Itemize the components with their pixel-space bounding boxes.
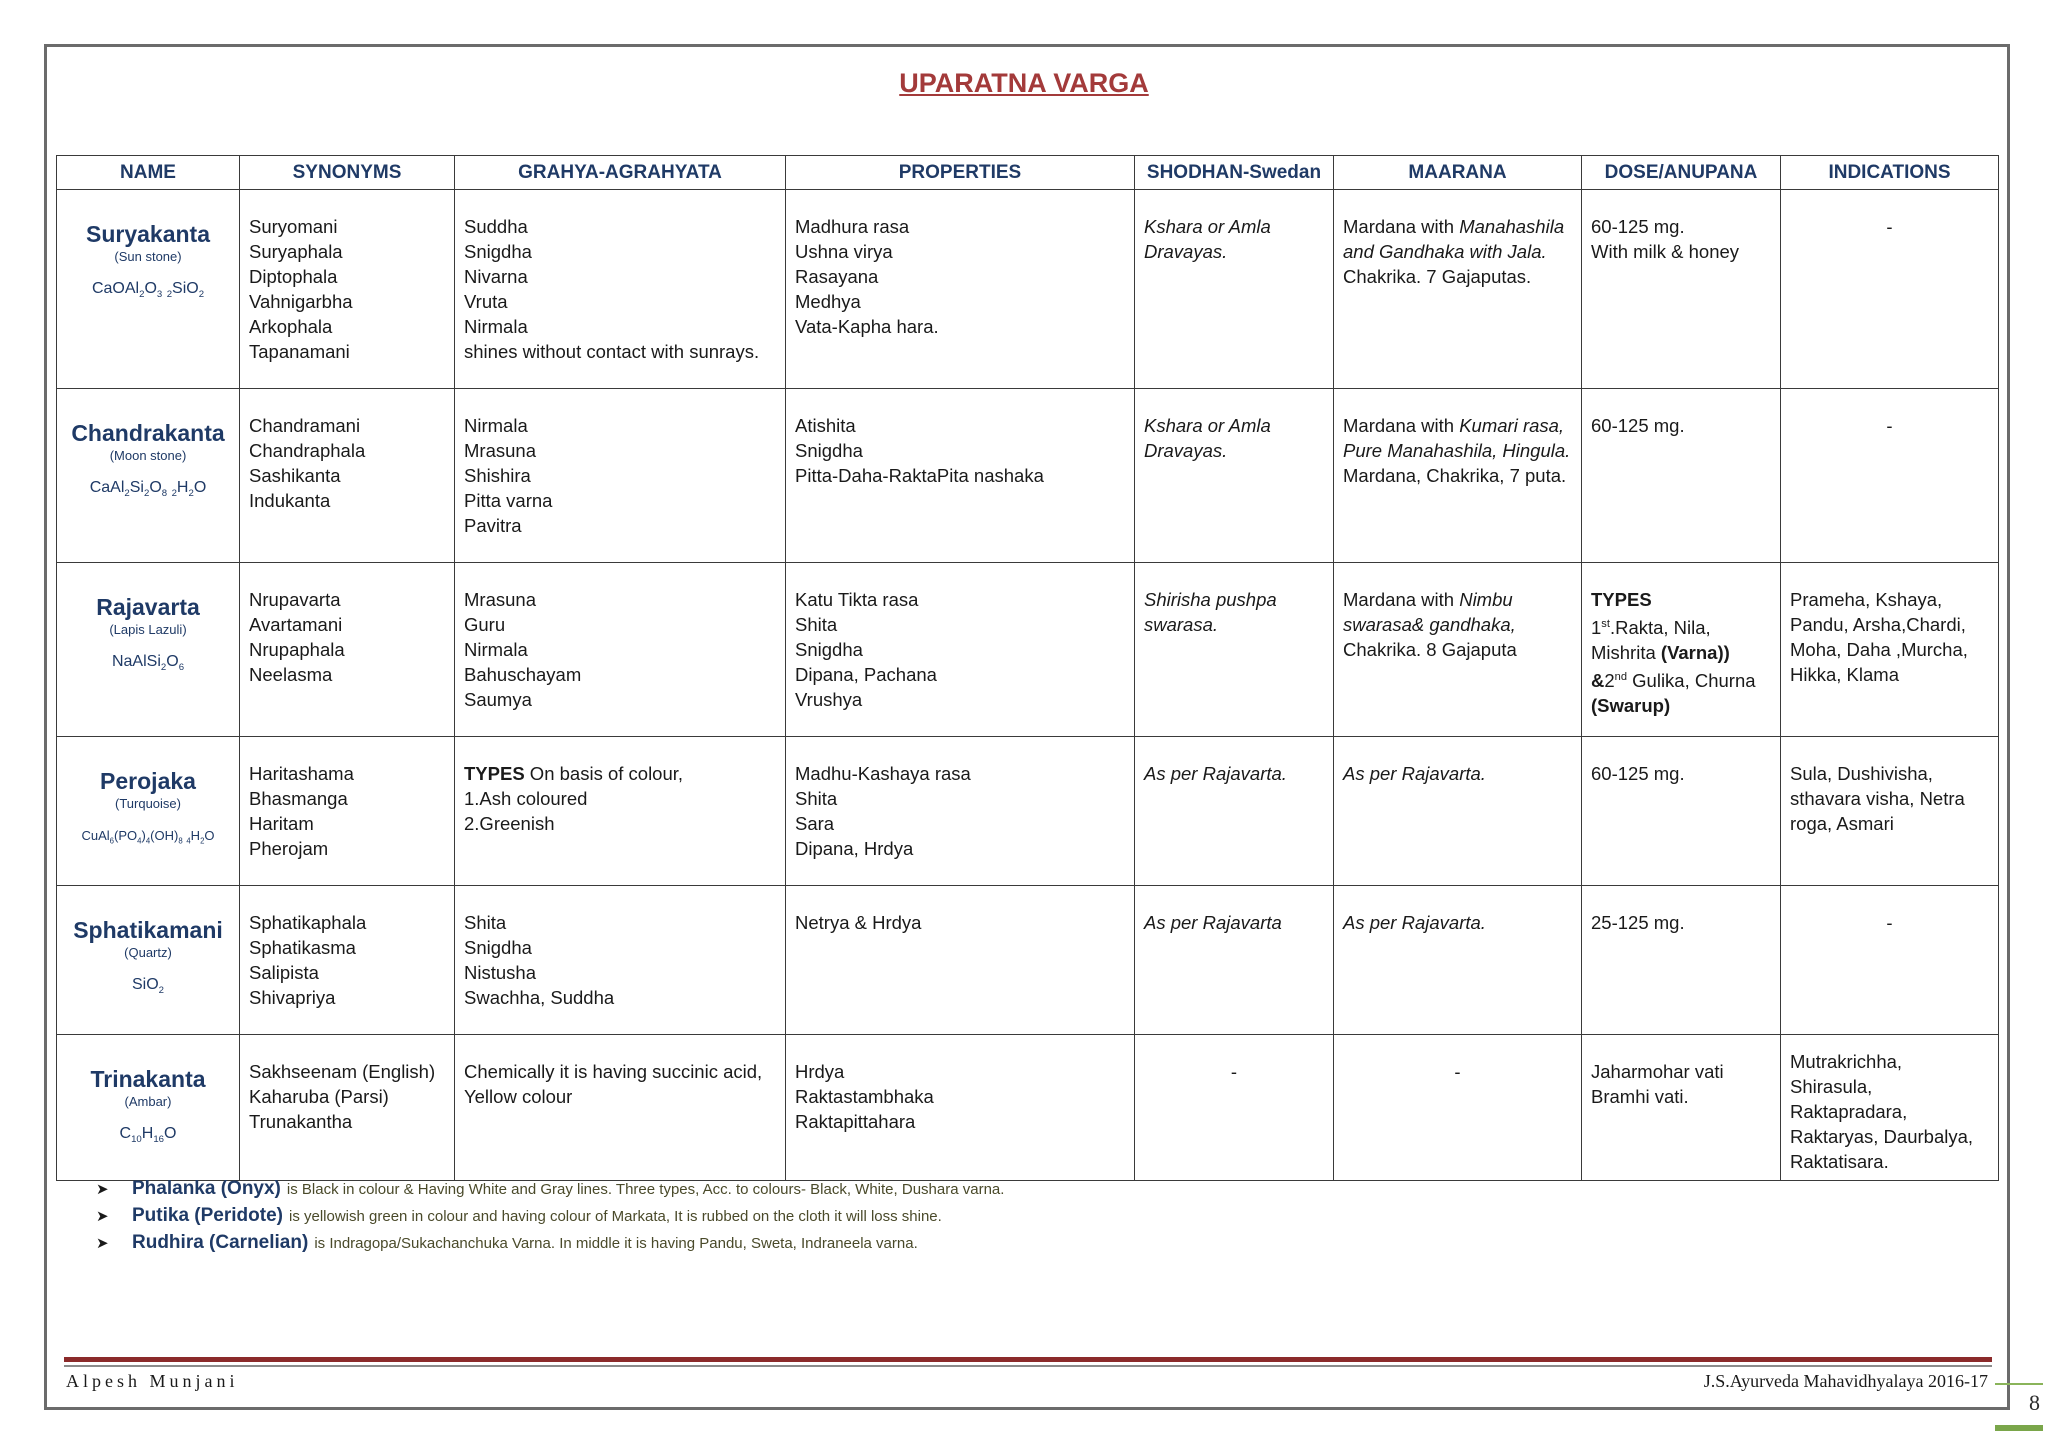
property: Hrdya	[795, 1061, 845, 1082]
indication: Shirasula,	[1790, 1076, 1873, 1097]
gem-name: Suryakanta	[85, 221, 210, 247]
note-item	[96, 1232, 1896, 1259]
property: Snigdha	[795, 639, 863, 660]
grahya-cell	[455, 563, 786, 737]
properties-cell	[786, 737, 1135, 886]
property: Dipana, Pachana	[795, 664, 937, 685]
shodhan-cell	[1135, 737, 1334, 886]
dose-cell	[1582, 389, 1781, 563]
dose-text: Mishrita (Varna))	[1591, 642, 1730, 664]
synonym: Sashikanta	[249, 465, 341, 486]
dose-text: 60-125 mg.	[1591, 763, 1685, 784]
indications-cell	[1781, 1035, 1999, 1181]
synonym: Bhasmanga	[249, 788, 348, 809]
synonym: Arkophala	[249, 316, 333, 337]
maarana-text: Chakrika. 8 Gajaputa	[1343, 639, 1517, 660]
properties-cell	[786, 190, 1135, 389]
page-number-rule	[1995, 1383, 2043, 1385]
shodhan-text: Kshara or Amla	[1144, 415, 1271, 436]
grahya-item: Saumya	[464, 689, 532, 710]
maarana-text: swarasa& gandhaka,	[1343, 614, 1516, 635]
dose-cell	[1582, 190, 1781, 389]
synonym: Chandramani	[249, 415, 361, 436]
grahya-item: Pavitra	[464, 515, 522, 536]
footer-rule-thin	[64, 1365, 1992, 1367]
dose-text: 25-125 mg.	[1591, 912, 1685, 933]
dose-cell	[1582, 1035, 1781, 1181]
dose-text: Jaharmohar vati	[1591, 1061, 1724, 1082]
properties-cell	[786, 886, 1135, 1035]
property: Shita	[795, 788, 838, 809]
notes-list	[96, 1178, 1896, 1259]
grahya-item: 1.Ash coloured	[464, 788, 588, 809]
name-cell	[57, 737, 240, 886]
dose-cell	[1582, 563, 1781, 737]
note-item	[96, 1178, 1896, 1205]
grahya-item: Snigdha	[464, 937, 532, 958]
indication: Raktatisara.	[1790, 1151, 1889, 1172]
gem-english: (Sun stone)	[114, 249, 182, 264]
header-dose: DOSE/ANUPANA	[1582, 156, 1781, 190]
gem-formula: $CaOAl_2O_3$ $_2$SiO$_2$	[91, 280, 205, 301]
property: Katu Tikta rasa	[795, 589, 919, 610]
indication: roga, Asmari	[1790, 813, 1894, 834]
grahya-item: Bahuschayam	[464, 664, 582, 685]
grahya-cell	[455, 190, 786, 389]
synonym: Shivapriya	[249, 987, 336, 1008]
maarana-text: Chakrika. 7 Gajaputas.	[1343, 266, 1532, 287]
table-row	[57, 1035, 1999, 1181]
indication: Prameha, Kshaya,	[1790, 589, 1943, 610]
dose-text: Bramhi vati.	[1591, 1086, 1689, 1107]
grahya-cell	[455, 886, 786, 1035]
grahya-item: Chemically it is having succinic acid,	[464, 1061, 763, 1082]
maarana-text: Mardana with Kumari rasa,	[1343, 415, 1565, 436]
maarana-cell	[1334, 1035, 1582, 1181]
shodhan-cell	[1135, 389, 1334, 563]
dose-text: TYPES	[1591, 589, 1652, 610]
grahya-item: Vruta	[464, 291, 508, 312]
grahya-cell	[455, 737, 786, 886]
shodhan-text: Kshara or Amla	[1144, 216, 1271, 237]
property: Raktapittahara	[795, 1111, 916, 1132]
synonym: Salipista	[249, 962, 319, 983]
synonym: Sphatikasma	[249, 937, 356, 958]
dose-text: 60-125 mg.	[1591, 415, 1685, 436]
synonym: Haritam	[249, 813, 314, 834]
dose-text: 1st.Rakta, Nila,	[1591, 617, 1711, 639]
shodhan-text: Dravayas.	[1144, 241, 1228, 262]
synonym: Tapanamani	[249, 341, 350, 362]
maarana-text: Mardana with Nimbu	[1343, 589, 1513, 610]
grahya-item: Nivarna	[464, 266, 528, 287]
gem-name: Trinakanta	[90, 1066, 206, 1092]
synonym: Suryaphala	[249, 241, 343, 262]
header-name: NAME	[57, 156, 240, 190]
property: Raktastambhaka	[795, 1086, 934, 1107]
synonym: Indukanta	[249, 490, 331, 511]
indication: -	[1886, 415, 1893, 436]
indication: Raktaryas, Daurbalya,	[1790, 1126, 1974, 1147]
table-row	[57, 389, 1999, 563]
grahya-item: Snigdha	[464, 241, 532, 262]
synonym: Sakhseenam (English)	[249, 1061, 436, 1082]
header-grahya: GRAHYA-AGRAHYATA	[455, 156, 786, 190]
shodhan-text: swarasa.	[1144, 614, 1219, 635]
header-shodhan: SHODHAN-Swedan	[1135, 156, 1334, 190]
synonym: Nrupaphala	[249, 639, 345, 660]
gem-formula: $C_{10}H_{16}O$	[119, 1125, 177, 1146]
indication: Moha, Daha ,Murcha,	[1790, 639, 1968, 660]
property: Vrushya	[795, 689, 863, 710]
property: Snigdha	[795, 440, 863, 461]
grahya-item: Shita	[464, 912, 507, 933]
dose-text: (Swarup)	[1591, 695, 1671, 717]
dose-text: 60-125 mg.	[1591, 216, 1685, 237]
maarana-text: As per Rajavarta.	[1343, 912, 1486, 933]
property: Rasayana	[795, 266, 879, 287]
property: Madhura rasa	[795, 216, 910, 237]
maarana-text: As per Rajavarta.	[1343, 763, 1486, 784]
footer-author: Alpesh Munjani	[66, 1371, 239, 1391]
gem-name: Rajavarta	[96, 594, 200, 620]
shodhan-text: Shirisha pushpa	[1144, 589, 1277, 610]
indications-cell	[1781, 886, 1999, 1035]
grahya-item: Guru	[464, 614, 506, 635]
properties-cell	[786, 1035, 1135, 1181]
property: Pitta-Daha-RaktaPita nashaka	[795, 465, 1044, 486]
grahya-item: Swachha, Suddha	[464, 987, 615, 1008]
name-cell	[57, 1035, 240, 1181]
grahya-item: Shishira	[464, 465, 531, 486]
table-row	[57, 190, 1999, 389]
property: Atishita	[795, 415, 856, 436]
name-cell	[57, 190, 240, 389]
footer-rule	[64, 1357, 1992, 1362]
note-text: is yellowish green in colour and having colour of Markata, It is rubbed on the cloth it will loss shine.	[288, 1208, 942, 1225]
grahya-item: Nistusha	[464, 962, 536, 983]
note-label: Putika (Peridote)	[132, 1205, 283, 1226]
shodhan-cell	[1135, 190, 1334, 389]
synonym: Nrupavarta	[249, 589, 341, 610]
synonym: Pherojam	[249, 838, 329, 859]
gem-name: Sphatikamani	[73, 917, 223, 943]
indications-cell	[1781, 190, 1999, 389]
header-maarana: MAARANA	[1334, 156, 1582, 190]
grahya-item: Pitta varna	[464, 490, 553, 511]
synonym: Diptophala	[249, 266, 338, 287]
synonym: Suryomani	[249, 216, 338, 237]
gem-english: (Turquoise)	[115, 796, 181, 811]
indication: Sula, Dushivisha,	[1790, 763, 1933, 784]
properties-cell	[786, 563, 1135, 737]
shodhan-text: -	[1230, 1061, 1238, 1082]
page-title: UPARATNA VARGA	[899, 68, 1149, 98]
property: Ushna virya	[795, 241, 893, 262]
gem-formula: $CuAl_6(PO_4)_4(OH)_8$ $_4H_2O$	[81, 828, 215, 846]
shodhan-text: As per Rajavarta.	[1144, 763, 1287, 784]
synonym: Kaharuba (Parsi)	[249, 1086, 389, 1107]
grahya-item: shines without contact with sunrays.	[464, 341, 760, 362]
name-cell	[57, 563, 240, 737]
maarana-cell	[1334, 886, 1582, 1035]
grahya-item: Nirmala	[464, 415, 528, 436]
property: Vata-Kapha hara.	[795, 316, 939, 337]
grahya-item: 2.Greenish	[464, 813, 555, 834]
property: Sara	[795, 813, 835, 834]
indication: sthavara visha, Netra	[1790, 788, 1965, 809]
header-row	[57, 156, 1999, 190]
grahya-cell	[455, 1035, 786, 1181]
gem-formula: $CaAl_2Si_2O_8$ $_2H_2O$	[89, 479, 207, 500]
uparatna-table	[56, 155, 1999, 1181]
dose-cell	[1582, 886, 1781, 1035]
arrow-bullet-icon: ➤	[96, 1235, 109, 1252]
synonym: Avartamani	[249, 614, 343, 635]
indication: Raktapradara,	[1790, 1101, 1908, 1122]
synonyms-cell	[240, 389, 455, 563]
synonyms-cell	[240, 563, 455, 737]
synonym: Sphatikaphala	[249, 912, 367, 933]
table-row	[57, 737, 1999, 886]
header-properties: PROPERTIES	[786, 156, 1135, 190]
name-cell	[57, 886, 240, 1035]
note-label: Rudhira (Carnelian)	[132, 1232, 309, 1253]
indication: Mutrakrichha,	[1790, 1051, 1903, 1072]
synonym: Haritashama	[249, 763, 354, 784]
gem-formula: SiO$_2$	[131, 976, 165, 997]
maarana-text: and Gandhaka with Jala.	[1343, 241, 1547, 262]
table-row	[57, 886, 1999, 1035]
page-number: 8	[2029, 1390, 2040, 1415]
gem-english: (Quartz)	[124, 945, 172, 960]
property: Madhu-Kashaya rasa	[795, 763, 971, 784]
synonyms-cell	[240, 190, 455, 389]
shodhan-cell	[1135, 1035, 1334, 1181]
gem-english: (Ambar)	[124, 1094, 172, 1109]
arrow-bullet-icon: ➤	[96, 1208, 109, 1225]
maarana-text: Mardana, Chakrika, 7 puta.	[1343, 465, 1567, 486]
synonym: Vahnigarbha	[249, 291, 353, 312]
gem-formula: $NaAlSi_2O_6$	[111, 653, 185, 674]
shodhan-text: Dravayas.	[1144, 440, 1228, 461]
header-synonyms: SYNONYMS	[240, 156, 455, 190]
synonyms-cell	[240, 737, 455, 886]
synonym: Neelasma	[249, 664, 333, 685]
grahya-item: Nirmala	[464, 316, 528, 337]
arrow-bullet-icon: ➤	[96, 1181, 109, 1198]
shodhan-cell	[1135, 563, 1334, 737]
indication: -	[1886, 912, 1893, 933]
property: Shita	[795, 614, 838, 635]
note-text: is Black in colour & Having White and Gray lines. Three types, Acc. to colours- Black, White, Dushara varna.	[286, 1181, 1005, 1198]
maarana-cell	[1334, 737, 1582, 886]
synonym: Trunakantha	[249, 1111, 353, 1132]
maarana-text: -	[1454, 1061, 1461, 1082]
footer-institution: J.S.Ayurveda Mahavidhyalaya 2016-17	[1703, 1371, 1988, 1391]
indications-cell	[1781, 563, 1999, 737]
indication: -	[1886, 216, 1893, 237]
dose-text: &2nd Gulika, Churna	[1591, 670, 1756, 692]
gem-name: Chandrakanta	[71, 420, 225, 446]
gem-english: (Lapis Lazuli)	[109, 622, 187, 637]
grahya-item: TYPES On basis of colour,	[464, 763, 684, 784]
grahya-item: Mrasuna	[464, 589, 536, 610]
property: Netrya & Hrdya	[795, 912, 922, 933]
gem-name: Perojaka	[100, 768, 196, 794]
synonyms-cell	[240, 1035, 455, 1181]
properties-cell	[786, 389, 1135, 563]
page-number-bar	[1995, 1425, 2043, 1431]
gem-english: (Moon stone)	[109, 448, 187, 463]
grahya-item: Suddha	[464, 216, 528, 237]
synonym: Chandraphala	[249, 440, 366, 461]
grahya-item: Nirmala	[464, 639, 528, 660]
grahya-item: Yellow colour	[464, 1086, 573, 1107]
property: Dipana, Hrdya	[795, 838, 914, 859]
maarana-cell	[1334, 389, 1582, 563]
shodhan-cell	[1135, 886, 1334, 1035]
maarana-text: Mardana with Manahashila	[1343, 216, 1565, 237]
note-label: Phalanka (Onyx)	[132, 1178, 281, 1199]
property: Medhya	[795, 291, 861, 312]
indications-cell	[1781, 737, 1999, 886]
indication: Hikka, Klama	[1790, 664, 1899, 685]
shodhan-text: As per Rajavarta	[1144, 912, 1282, 933]
table-row	[57, 563, 1999, 737]
dose-text: With milk & honey	[1591, 241, 1740, 262]
grahya-item: Mrasuna	[464, 440, 536, 461]
grahya-cell	[455, 389, 786, 563]
maarana-cell	[1334, 563, 1582, 737]
header-indications: INDICATIONS	[1781, 156, 1999, 190]
maarana-cell	[1334, 190, 1582, 389]
indications-cell	[1781, 389, 1999, 563]
name-cell	[57, 389, 240, 563]
note-text: is Indragopa/Sukachanchuka Varna. In middle it is having Pandu, Sweta, Indraneela varna.	[314, 1235, 918, 1252]
dose-cell	[1582, 737, 1781, 886]
synonyms-cell	[240, 886, 455, 1035]
maarana-text: Pure Manahashila, Hingula.	[1343, 440, 1571, 461]
note-item	[96, 1205, 1896, 1232]
indication: Pandu, Arsha,Chardi,	[1790, 614, 1966, 635]
